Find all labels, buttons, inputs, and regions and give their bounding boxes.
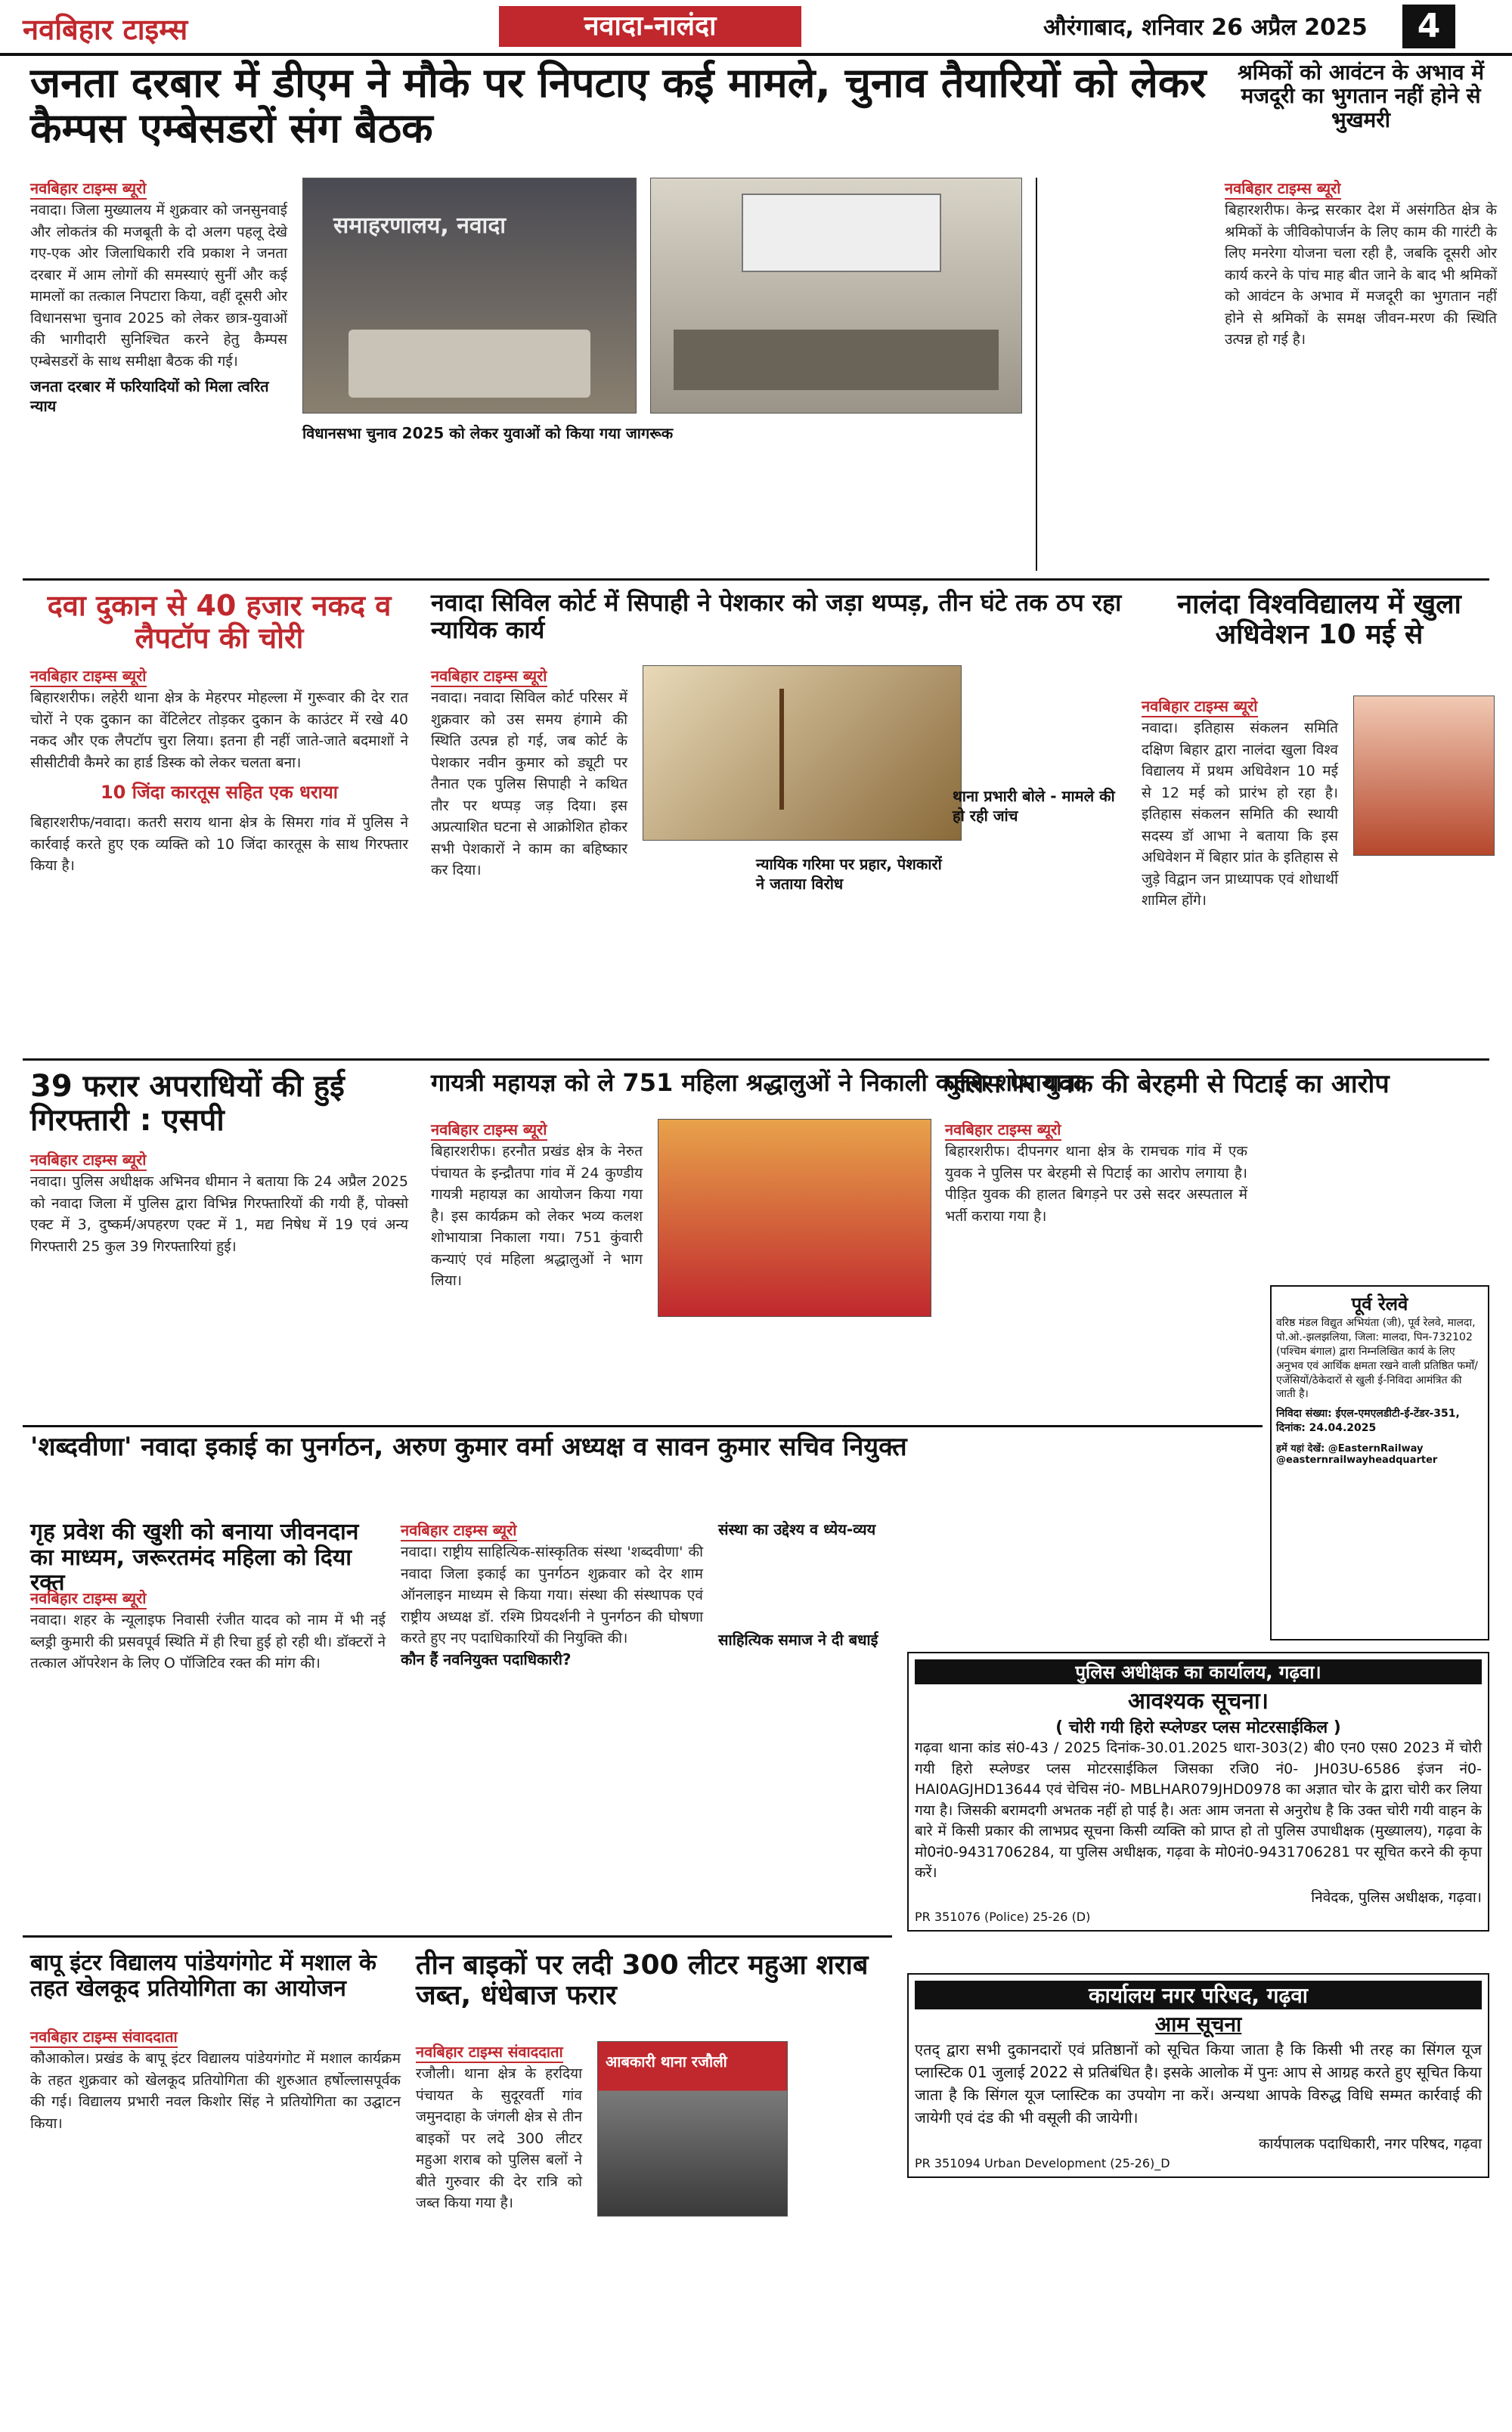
- court-subhead-2: थाना प्रभारी बोले - मामले की हो रही जांच: [953, 787, 1115, 825]
- dateline: औरंगाबाद, शनिवार 26 अप्रैल 2025: [1043, 14, 1368, 41]
- blood-text: नवादा। शहर के न्यूलाइफ निवासी रंजीत यादव को नाम में भी नई ब्लड्री कुमारी की प्रसवपूर्व स्थिति में ही रिचा हुई हो रही थी। डॉक्टरों ने तत्काल ऑपरेशन के लिए O पॉजिटिव रक्त की मांग की।: [30, 1612, 386, 1671]
- police-beating-story: [945, 1119, 1247, 1227]
- railway-ad: [1270, 1285, 1489, 1640]
- lead-continuation: [302, 423, 1021, 443]
- police-notice-ad: [907, 1652, 1489, 1932]
- newspaper-brand: नवबिहार टाइम्स: [23, 13, 188, 46]
- shabdveena-story-2: [718, 1520, 1021, 1650]
- arrest-story: [30, 1149, 408, 1257]
- section-label: नवादा-नालंदा: [499, 6, 801, 47]
- railway-ad-text: वरिष्ठ मंडल विद्युत अभियंता (जी), पूर्व रेलवे, मालदा, पो.ओ.-झलझलिया, जिला: मालदा, पिन-732102 (पश्चिम बंगाल) द्वारा निम्नलिखित कार्य के लिए अनुभव एवं आर्थिक क्षमता रखने वाली प्रतिष्ठित फर्मों/एजेंसियों/ठेकेदारों से खुली ई-निविदा आमंत्रित की जाती है।: [1276, 1317, 1478, 1401]
- university-portrait: [1353, 696, 1495, 856]
- railway-ad-footer[interactable]: हमें यहां देखें: @EasternRailway @easternrailwayheadquarter: [1276, 1443, 1438, 1467]
- sidebar-text: बिहारशरीफ। केन्द्र सरकार देश में असंगठित क्षेत्र के श्रमिकों के जीविकोपार्जन के लिए काम की गारंटी के लिए मनरेगा योजना चला रही है, जबकि दूसरी ओर कार्य करने के पांच माह बीत जाने के बाद भी श्रमिकों को आवंटन के अभाव में मजदूरी का भुगतान नहीं होने से श्रमिकों के समक्ष जीवन-मरण की स्थिति उत्पन्न हो गई है।: [1225, 202, 1497, 348]
- cartridge-subhead: 10 जिंदा कारतूस सहित एक धराया: [100, 782, 339, 803]
- railway-ad-title: पूर्व रेलवे: [1351, 1293, 1408, 1315]
- court-story: [431, 665, 627, 881]
- liquor-text: रजौली। थाना क्षेत्र के हरदिया पंचायत के सुदूरवर्ती गांव जमुनदाहा के जंगली क्षेत्र से तीन बाइकों पर लदे 300 लीटर महुआ शराब को पुलिस बलों ने बीते गुरुवार की देर रात्रि को जब्त किया गया है।: [416, 2065, 582, 2211]
- sports-byline: नवबिहार टाइम्स संवाददाता: [30, 2026, 178, 2048]
- blood-byline: नवबिहार टाइम्स ब्यूरो: [30, 1588, 147, 1609]
- court-photo-scales: [643, 665, 962, 841]
- municipal-notice-ad: [907, 1973, 1489, 2178]
- shabdveena-byline: नवबिहार टाइम्स ब्यूरो: [401, 1520, 517, 1541]
- shabdveena-text: नवादा। राष्ट्रीय साहित्यिक-सांस्कृतिक संस्था 'शब्दवीणा' की नवादा जिला इकाई का पुनर्गठन शुक्रवार को देर शाम ऑनलाइन माध्यम से किया गया। संस्था की संस्थापक एवं राष्ट्रीय अध्यक्ष डॉ. रश्मि प्रियदर्शनी ने पुनर्गठन की घोषणा करते हुए नए पदाधिकारियों की नियुक्ति की।: [401, 1544, 703, 1647]
- court-subhead-block-2: [953, 786, 1126, 826]
- lead-subhead-2: विधानसभा चुनाव 2025 को लेकर युवाओं को किया गया जागरूक: [302, 424, 674, 442]
- lead-story: [30, 178, 287, 416]
- liquor-story: [416, 2041, 582, 2214]
- police-notice-sign: निवेदक, पुलिस अधीक्षक, गढ़वा।: [1311, 1888, 1482, 1906]
- section-rule-4: [23, 1935, 892, 1938]
- cartridge-text: बिहारशरीफ/नवादा। कतरी सराय थाना क्षेत्र के सिमरा गांव में पुलिस ने कार्रवाई करते हुए एक व्यक्ति को 10 जिंदा कारतूस के साथ गिरफ्तार किया है।: [30, 814, 408, 875]
- blood-headline: गृह प्रवेश की खुशी को बनाया जीवनदान का माध्यम, जरूरतमंद महिला को दिया रक्त: [30, 1519, 359, 1597]
- section-rule-2: [23, 1058, 1489, 1061]
- lead-photo-label: समाहरणालय, नवादा: [333, 212, 507, 239]
- sidebar-story: [1225, 178, 1497, 351]
- liquor-photo: [597, 2041, 788, 2217]
- lead-headline: जनता दरबार में डीएम ने मौके पर निपटाए कई मामले, चुनाव तैयारियों को लेकर कैम्पस एम्बेसडरों संग बैठक: [30, 59, 1207, 153]
- municipal-notice-title: आम सूचना: [1154, 2012, 1242, 2037]
- police-notice-title: आवश्यक सूचना।: [1127, 1688, 1269, 1715]
- kalash-text: बिहारशरीफ। हरनौत प्रखंड क्षेत्र के नेरुत पंचायत के इन्द्रौतपा गांव में 24 कुण्डीय गायत्री महायज्ञ का आयोजन किया गया है। इस कार्यक्रम को लेकर भव्य कलश शोभायात्रा निकाला गया। 751 कुंवारी कन्याएं एवं महिला श्रद्धालुओं ने भाग लिया।: [431, 1143, 643, 1289]
- column-divider: [1036, 178, 1037, 571]
- shabdveena-subhead-3: साहित्यिक समाज ने दी बधाई: [718, 1631, 878, 1649]
- municipal-notice-code: PR 351094 Urban Development (25-26)_D: [915, 2156, 1170, 2170]
- municipal-notice-text: एतद् द्वारा सभी दुकानदारों एवं प्रतिष्ठानों को सूचित किया जाता है कि किसी भी तरह का सिंगल यूज प्लास्टिक 01 जुलाई 2022 से प्रतिबंधित है। इसके आलोक में पुनः आप से आग्रह करते हुए सूचित किया जाता है कि सिंगल यूज प्लास्टिक का उपयोग ना करें। अन्यथा आपके विरुद्ध विधि सम्मत कार्रवाई की जायेगी एवं दंड की भी वसूली की जायेगी।: [915, 2040, 1482, 2127]
- shabdveena-story: [401, 1520, 703, 1669]
- university-headline: नालंदा विश्वविद्यालय में खुला अधिवेशन 10 मई से: [1177, 589, 1461, 651]
- police-notice-subtitle: ( चोरी गयी हिरो स्प्लेण्डर प्लस मोटरसाईकिल ): [1055, 1718, 1341, 1737]
- shop-theft-story: [30, 665, 408, 877]
- shabdveena-subhead-2: संस्था का उद्देश्य व ध्येय-व्यय: [718, 1520, 876, 1538]
- masthead: [0, 0, 1512, 56]
- court-subhead: न्यायिक गरिमा पर प्रहार, पेशकारों ने जताया विरोध: [756, 855, 942, 893]
- university-story: [1142, 696, 1338, 912]
- page-number: 4: [1402, 5, 1455, 48]
- lead-photo-meeting: [650, 178, 1022, 414]
- arrest-text: नवादा। पुलिस अधीक्षक अभिनव धीमान ने बताया कि 24 अप्रैल 2025 को नवादा जिला में पुलिस द्वारा विभिन्न गिरफ्तारियों की गयी हैं, पोक्सो एक्ट में 3, दुष्कर्म/अपहरण एक्ट में 1, मद्य निषेध में 19 एवं अन्य गिरफ्तारी 25 कुल 39 गिरफ्तारियां हुई।: [30, 1173, 408, 1255]
- court-subhead-block: [756, 854, 945, 894]
- arrest-byline: नवबिहार टाइम्स ब्यूरो: [30, 1149, 147, 1171]
- police-beating-text: बिहारशरीफ। दीपनगर थाना क्षेत्र के रामचक गांव में एक युवक ने पुलिस पर बेरहमी से पिटाई का आरोप लगाया है। पीड़ित युवक की हालत बिगड़ने पर उसे सदर अस्पताल में भर्ती कराया गया है।: [945, 1143, 1247, 1225]
- municipal-notice-sign: कार्यपालक पदाधिकारी, नगर परिषद, गढ़वा: [1258, 2136, 1482, 2152]
- sidebar-headline: श्रमिकों को आवंटन के अभाव में मजदूरी का भुगतान नहीं होने से भुखमरी: [1237, 60, 1485, 132]
- police-notice-text: गढ़वा थाना कांड सं0-43 / 2025 दिनांक-30.01.2025 धारा-303(2) बी0 एन0 एस0 2023 में चोरी गयी हिरो स्प्लेण्डर प्लस मोटरसाईकिल जिसका रजि0 नं0- JH03U-6586 इंजन नं0-HAI0AGJHD13644 एवं चेचिस नं0- MBLHAR079JHD0978 का अज्ञात चोर के द्वारा चोरी कर लिया गया है। जिसकी बरामदगी अभतक नहीं हो पाई है। अतः आम जनता से अनुरोध है कि उक्त चोरी गयी वाहन के बारे में किसी प्रकार की लाभप्रद सूचना किसी व्यक्ति को प्राप्त हो तो पुलिस उपाधीक्षक (मुख्यालय), गढ़वा के मो0नं0-9431706284, या पुलिस अधीक्षक, गढ़वा के मो0नं0-9431706281 पर सूचित करने की कृपा करें।: [915, 1740, 1482, 1882]
- lead-photo-collectorate: [302, 178, 637, 414]
- section-rule: [23, 578, 1489, 581]
- sports-headline: बापू इंटर विद्यालय पांडेयगंगोट में मशाल के तहत खेलकूद प्रतियोगिता का आयोजन: [30, 1950, 376, 2002]
- police-beating-headline: पुलिस पर युवक की बेरहमी से पिटाई का आरोप: [945, 1069, 1390, 1099]
- shop-theft-headline: दवा दुकान से 40 हजार नकद व लैपटॉप की चोरी: [47, 589, 392, 655]
- police-beating-byline: नवबिहार टाइम्स ब्यूरो: [945, 1119, 1061, 1141]
- police-notice-office: पुलिस अधीक्षक का कार्यालय, गढ़वा।: [915, 1659, 1482, 1684]
- lead-byline: नवबिहार टाइम्स ब्यूरो: [30, 178, 147, 200]
- liquor-byline: नवबिहार टाइम्स संवाददाता: [416, 2041, 563, 2063]
- kalash-photo: [658, 1119, 931, 1317]
- lead-text: नवादा। जिला मुख्यालय में शुक्रवार को जनसुनवाई और लोकतंत्र की मजबूती के दो अलग पहलू देखे गए-एक ओर जिलाधिकारी रवि प्रकाश ने जनता दरबार में आम लोगों की समस्याएं सुनीं और कई मामलों का तत्काल निपटारा किया, वहीं दूसरी ओर विधानसभा चुनाव 2025 को लेकर छात्र-युवाओं की भागीदारी सुनिश्चित करने हेतु कैम्पस एम्बेसडरों के साथ समीक्षा बैठक की गई।: [30, 202, 287, 370]
- liquor-photo-label: आबकारी थाना रजौली: [606, 2052, 727, 2071]
- court-headline: नवादा सिविल कोर्ट में सिपाही ने पेशकार को जड़ा थप्पड़, तीन घंटे तक ठप रहा न्यायिक कार्य: [431, 588, 1122, 644]
- blood-story: [30, 1588, 386, 1675]
- kalash-headline: गायत्री महायज्ञ को ले 751 महिला श्रद्धालुओं ने निकाली कलश शोभायात्रा: [431, 1068, 1082, 1097]
- meeting-attendees: [674, 330, 999, 390]
- sports-story: [30, 2026, 401, 2134]
- kalash-byline: नवबिहार टाइम्स ब्यूरो: [431, 1119, 547, 1141]
- shabdveena-subhead: कौन हैं नवनियुक्त पदाधिकारी?: [401, 1650, 572, 1668]
- university-byline: नवबिहार टाइम्स ब्यूरो: [1142, 696, 1258, 717]
- court-byline: नवबिहार टाइम्स ब्यूरो: [431, 665, 547, 687]
- scales-of-justice: [779, 689, 829, 810]
- municipal-notice-office: कार्यालय नगर परिषद, गढ़वा: [915, 1981, 1482, 2009]
- court-text: नवादा। नवादा सिविल कोर्ट परिसर में शुक्रवार को उस समय हंगामे की स्थिति उत्पन्न हो गई, जब कोर्ट के पेशकार नवीन कुमार को ड्यूटी पर तैनात एक पुलिस सिपाही ने कथित तौर पर थप्पड़ जड़ दिया। इस अप्रत्याशित घटना से आक्रोशित होकर सभी पेशकारों ने काम का बहिष्कार कर दिया।: [431, 689, 627, 878]
- shop-theft-byline: नवबिहार टाइम्स ब्यूरो: [30, 665, 147, 687]
- kalash-story: [431, 1119, 643, 1292]
- shabdveena-headline: 'शब्दवीणा' नवादा इकाई का पुनर्गठन, अरुण कुमार वर्मा अध्यक्ष व सावन कुमार सचिव नियुक्त: [30, 1432, 907, 1462]
- railway-ad-tender: निविदा संख्या: ईएल-एमएलडीटी-ई-टेंडर-351, दिनांक: 24.04.2025: [1276, 1408, 1460, 1435]
- police-notice-code: PR 351076 (Police) 25-26 (D): [915, 1909, 1091, 1924]
- sidebar-byline: नवबिहार टाइम्स ब्यूरो: [1225, 178, 1341, 200]
- liquor-headline: तीन बाइकों पर लदी 300 लीटर महुआ शराब जब्त, धंधेबाज फरार: [416, 1950, 869, 2012]
- meeting-table: [349, 330, 590, 398]
- projection-screen: [742, 194, 941, 272]
- shop-theft-text: बिहारशरीफ। लहेरी थाना क्षेत्र के मेहरपर मोहल्ला में गुरूवार की देर रात चोरों ने एक दुकान का वेंटिलेटर तोड़कर दुकान के काउंटर में रखे 40 नकद और एक लैपटॉप चुरा लिया। इतना ही नहीं जाते-जाते बदमाशों ने सीसीटीवी कैमरे का हार्ड डिस्क को लेकर चलता बना।: [30, 689, 408, 771]
- university-text: नवादा। इतिहास संकलन समिति दक्षिण बिहार द्वारा नालंदा खुला विश्व विद्यालय में प्रथम अधिवेशन 10 मई से 12 मई को प्रारंभ हो रहा है। इतिहास संकलन समिति की स्थायी सदस्य डॉ आभा ने बताया कि इस अधिवेशन में बिहार प्रांत के इतिहास से जुड़े विद्वान जन प्राध्यापक एवं शोधार्थी शामिल होंगे।: [1142, 720, 1338, 909]
- section-rule-3: [23, 1425, 1263, 1427]
- lead-subhead: जनता दरबार में फरियादियों को मिला त्वरित न्याय: [30, 377, 269, 415]
- arrest-headline: 39 फरार अपराधियों की हुई गिरफ्तारी : एसपी: [30, 1069, 345, 1138]
- sports-text: कौआकोल। प्रखंड के बापू इंटर विद्यालय पांडेयगंगोट में मशाल कार्यक्रम के तहत शुक्रवार को खेलकूद प्रतियोगिता की शुरुआत हर्षोल्लासपूर्वक की गई। विद्यालय प्रभारी नवल किशोर सिंह ने प्रतियोगिता का उद्घाटन किया।: [30, 2050, 401, 2132]
